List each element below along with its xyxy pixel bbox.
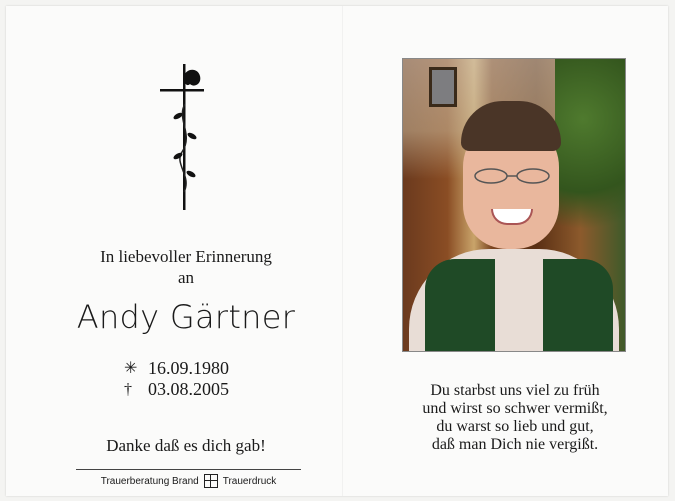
fold-line: [342, 6, 343, 496]
plant: [555, 59, 625, 259]
life-dates: [124, 358, 229, 400]
verse: [396, 382, 634, 454]
death-row: [124, 379, 229, 400]
portrait-photo: [402, 58, 626, 352]
death-date: 03.08.2005: [148, 379, 229, 399]
verse-line: daß man Dich nie vergißt.: [431, 436, 599, 453]
cross-with-rose-icon: [158, 64, 218, 214]
memorial-card: [6, 6, 668, 496]
intro-line-2: an: [177, 268, 195, 287]
intro-line-1: In liebevoller Erinnerung: [100, 247, 272, 266]
footer-left: Trauerberatung Brand: [100, 475, 199, 487]
footer: [76, 474, 301, 488]
verse-line: du warst so lieb und gut,: [436, 418, 594, 435]
picture-frame: [429, 67, 457, 107]
birth-row: [124, 358, 229, 379]
verse-line: und wirst so schwer vermißt,: [422, 400, 608, 417]
thanks-line: Danke daß es dich gab!: [106, 436, 266, 455]
verse-line: Du starbst uns viel zu früh: [430, 382, 600, 399]
green-vest-right: [543, 259, 613, 352]
glasses: [469, 167, 555, 185]
death-cross-icon: †: [124, 381, 132, 398]
deceased-name: Andy Gärtner: [76, 298, 296, 336]
green-vest-left: [425, 259, 495, 352]
birth-star-icon: ✳: [124, 360, 138, 377]
cross-box-logo-icon: [204, 474, 218, 488]
divider: [76, 469, 301, 470]
birth-date: 16.09.1980: [148, 358, 229, 378]
memory-intro: [66, 246, 306, 288]
footer-right: Trauerdruck: [222, 475, 277, 487]
